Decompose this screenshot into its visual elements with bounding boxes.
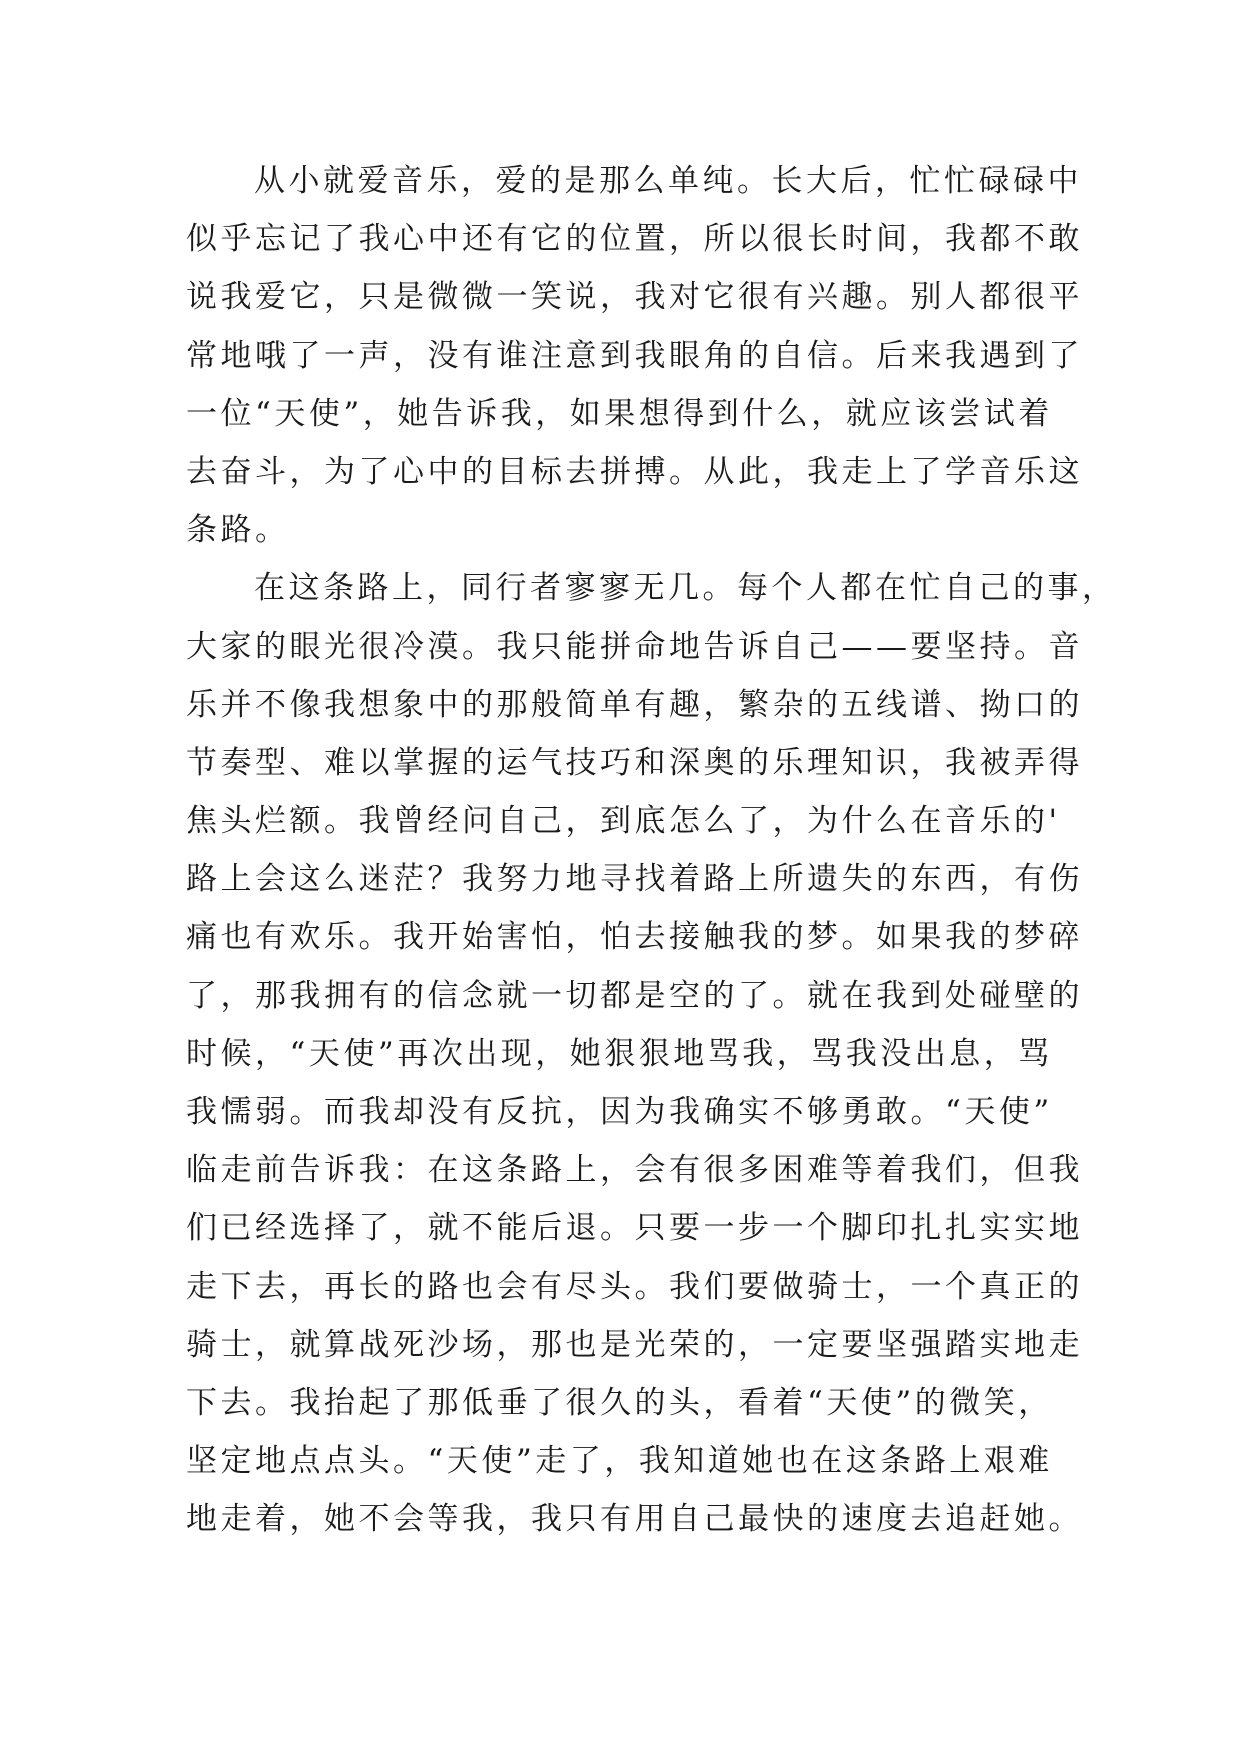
paragraph-line: 节奏型、难以掌握的运气技巧和深奥的乐理知识，我被弄得 bbox=[186, 744, 1083, 781]
paragraph-line: 去奋斗，为了心中的目标去拼搏。从此，我走上了学音乐这 bbox=[186, 453, 1083, 490]
paragraph-line: 地走着，她不会等我，我只有用自己最快的速度去追赶她。 bbox=[186, 1501, 1083, 1538]
paragraph-line: 我懦弱。而我却没有反抗，因为我确实不够勇敢。“天使” bbox=[186, 1094, 1053, 1130]
paragraph-1 bbox=[186, 152, 1086, 559]
paragraph-line: 了，那我拥有的信念就一切都是空的了。就在我到处碰壁的 bbox=[186, 977, 1083, 1014]
document-body bbox=[186, 152, 1117, 1549]
paragraph-line: 骑士，就算战死沙场，那也是光荣的，一定要坚强踏实地走 bbox=[186, 1326, 1083, 1363]
paragraph-line: 焦头烂额。我曾经问自己，到底怎么了，为什么在音乐的' bbox=[186, 803, 1061, 840]
paragraph-line: 说我爱它，只是微微一笑说，我对它很有兴趣。别人都很平 bbox=[186, 279, 1083, 316]
paragraph-line: 大家的眼光很冷漠。我只能拼命地告诉自己——要坚持。音 bbox=[186, 628, 1083, 665]
paragraph-line: 乐并不像我想象中的那般简单有趣，繁杂的五线谱、拗口的 bbox=[186, 686, 1083, 723]
paragraph-line: 在这条路上，同行者寥寥无几。每个人都在忙自己的事， bbox=[254, 570, 1117, 607]
paragraph-line: 坚定地点点头。“天使”走了，我知道她也在这条路上艰难 bbox=[186, 1443, 1053, 1480]
paragraph-line: 临走前告诉我：在这条路上，会有很多困难等着我们，但我 bbox=[186, 1152, 1083, 1189]
paragraph-line: 从小就爱音乐，爱的是那么单纯。长大后，忙忙碌碌中 bbox=[254, 163, 1082, 199]
paragraph-line: 常地哦了一声，没有谁注意到我眼角的自信。后来我遇到了 bbox=[186, 337, 1083, 374]
paragraph-2 bbox=[186, 559, 1117, 1548]
paragraph-line: 路上会这么迷茫？我努力地寻找着路上所遗失的东西，有伤 bbox=[186, 861, 1083, 898]
paragraph-line: 条路。 bbox=[186, 512, 290, 549]
paragraph-line: 们已经选择了，就不能后退。只要一步一个脚印扎扎实实地 bbox=[186, 1210, 1083, 1247]
paragraph-line: 痛也有欢乐。我开始害怕，怕去接触我的梦。如果我的梦碎 bbox=[186, 919, 1083, 956]
paragraph-line: 走下去，再长的路也会有尽头。我们要做骑士，一个真正的 bbox=[186, 1268, 1083, 1305]
paragraph-line: 下去。我抬起了那低垂了很久的头，看着“天使”的微笑， bbox=[186, 1384, 1053, 1421]
paragraph-line: 时候，“天使”再次出现，她狠狠地骂我，骂我没出息，骂 bbox=[186, 1035, 1053, 1072]
paragraph-line: 一位“天使”，她告诉我，如果想得到什么，就应该尝试着 bbox=[186, 395, 1053, 432]
paragraph-line: 似乎忘记了我心中还有它的位置，所以很长时间，我都不敢 bbox=[186, 221, 1083, 258]
